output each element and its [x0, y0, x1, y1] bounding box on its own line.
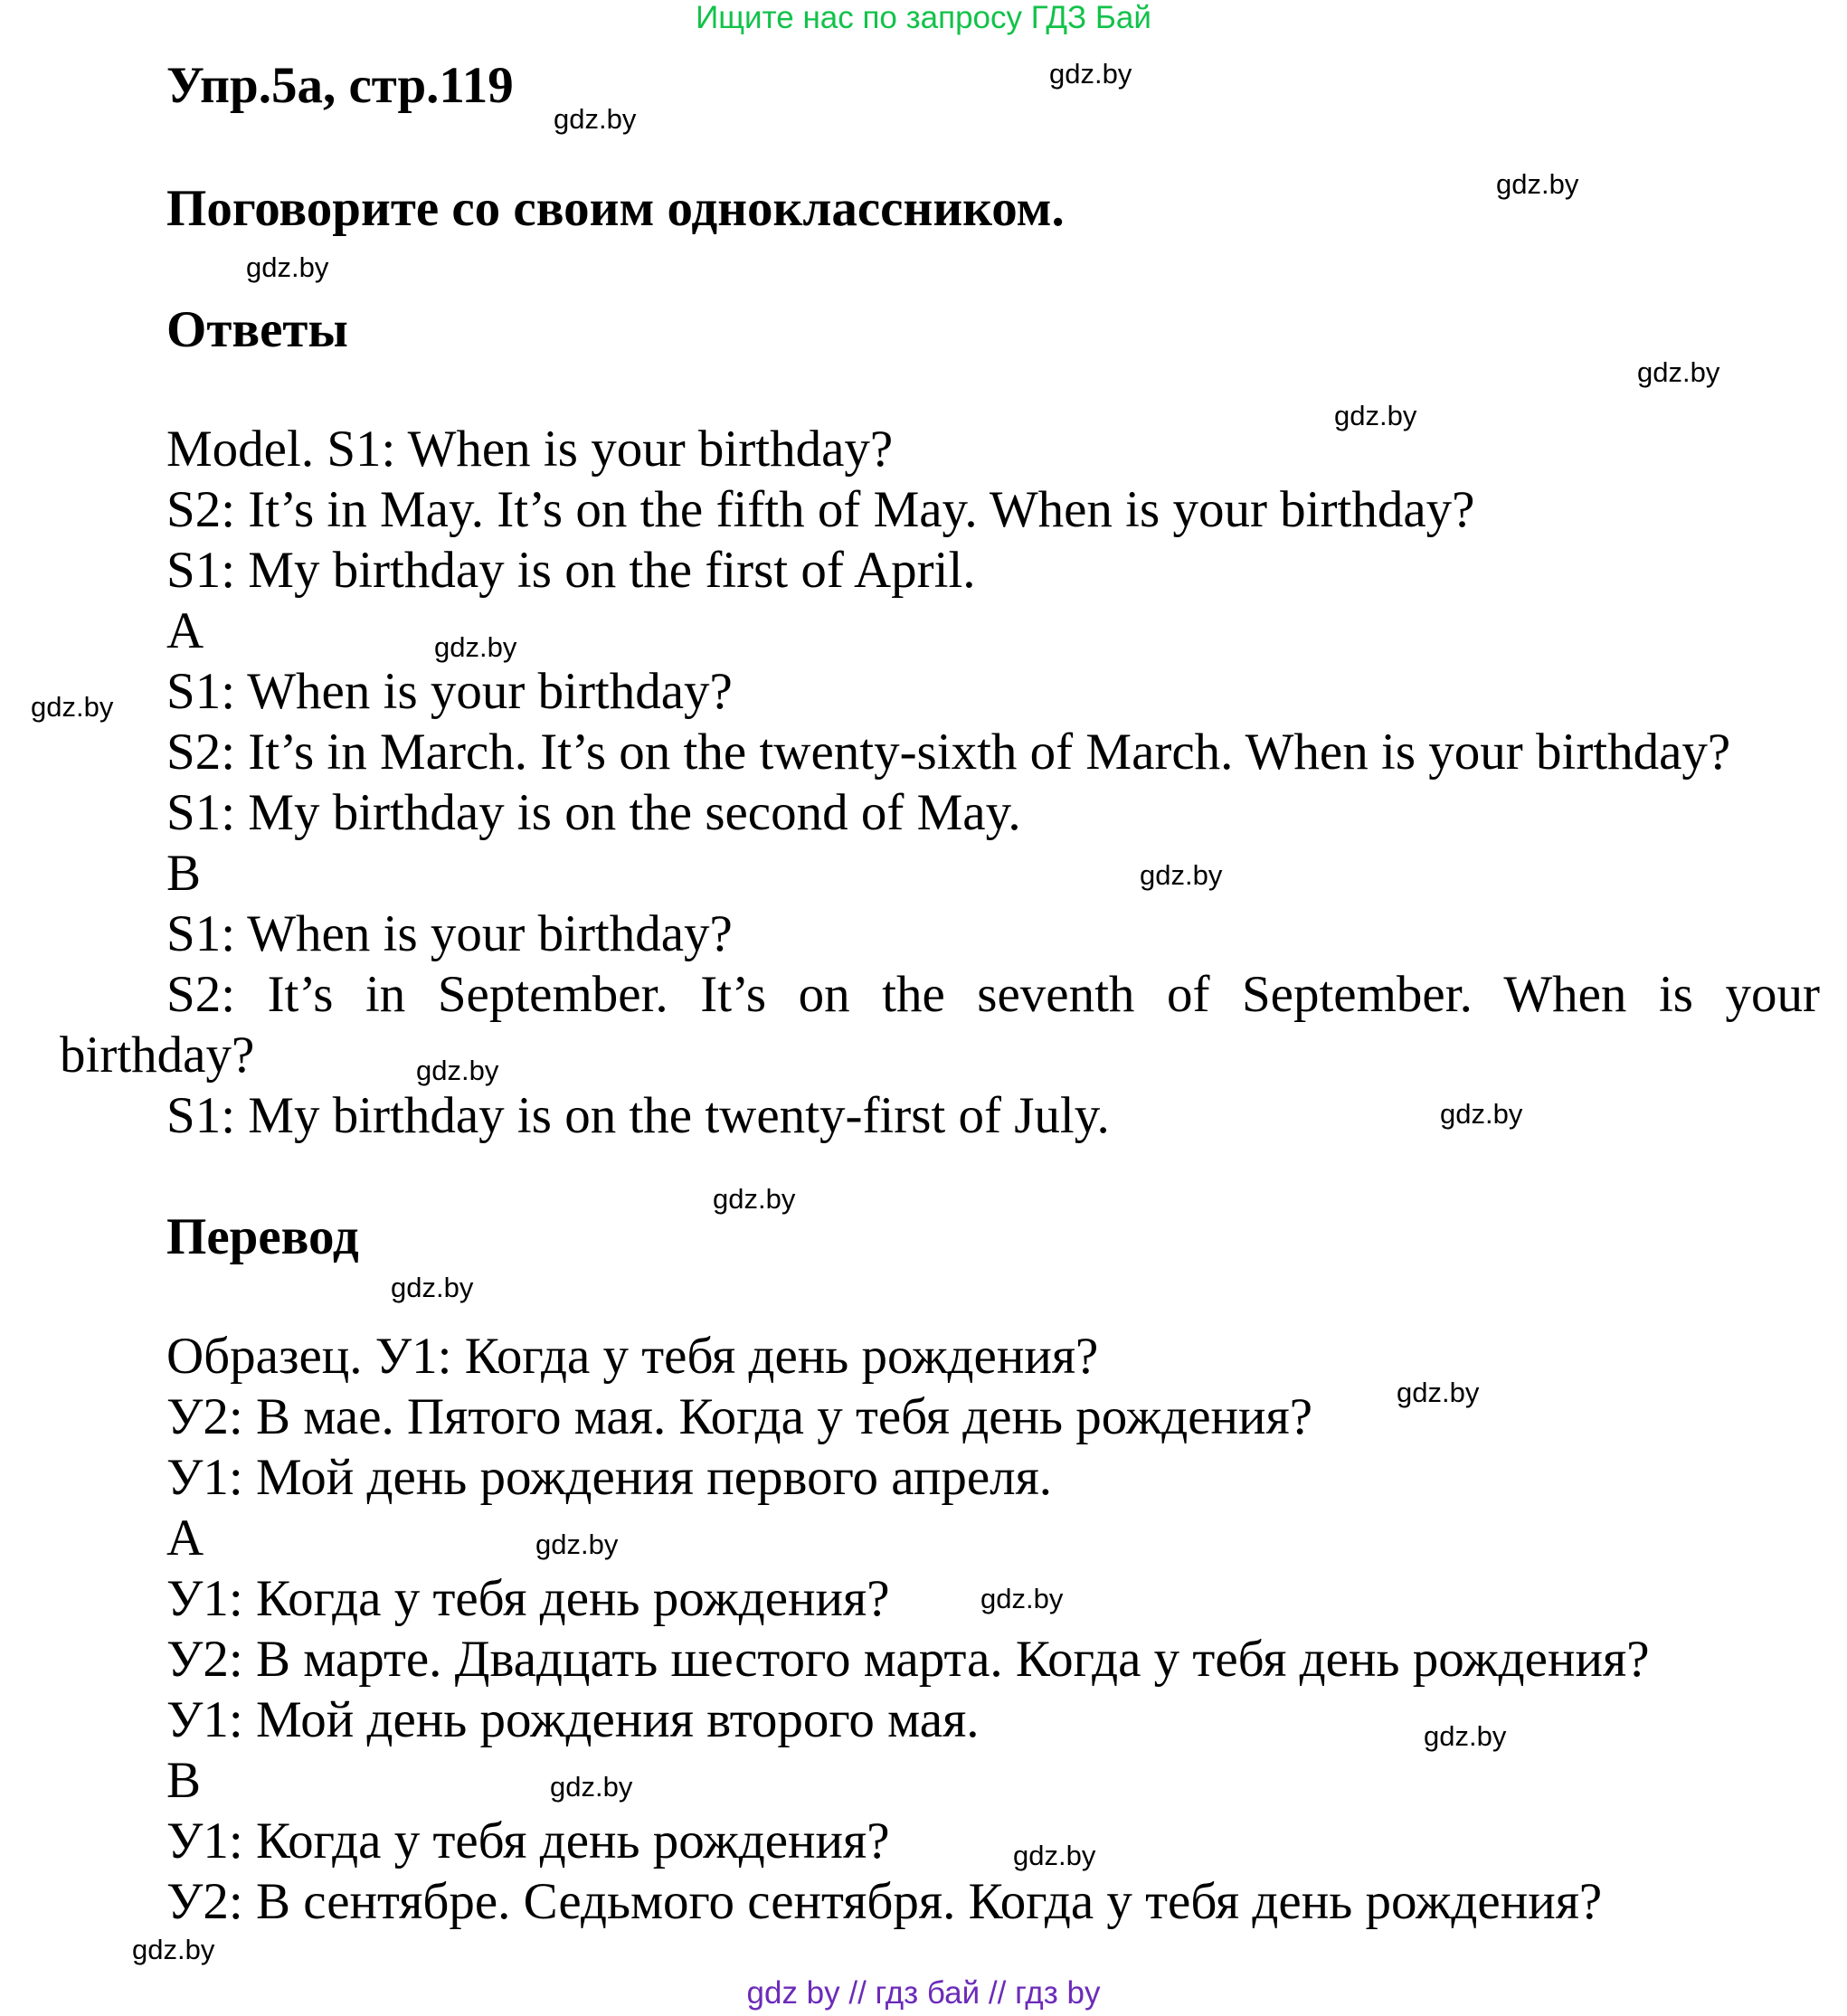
watermark: gdz.by: [1440, 1098, 1523, 1130]
top-banner: Ищите нас по запросу ГДЗ Бай: [696, 0, 1151, 35]
watermark: gdz.by: [132, 1934, 215, 1965]
answer-line: S1: When is your birthday?: [166, 663, 733, 720]
watermark: gdz.by: [1334, 400, 1417, 431]
watermark: gdz.by: [1496, 168, 1579, 200]
footer-links: gdz by // гдз бай // гдз by: [746, 1975, 1101, 2011]
translation-line: B: [166, 1752, 202, 1809]
translation-line: У2: В сентябре. Седьмого сентября. Когда у тебя день рождения?: [166, 1873, 1603, 1930]
answer-line: A: [166, 602, 204, 659]
watermark: gdz.by: [713, 1183, 796, 1215]
watermark: gdz.by: [434, 631, 517, 663]
watermark: gdz.by: [416, 1055, 499, 1086]
answer-line: S1: My birthday is on the first of April.: [166, 542, 976, 599]
translation-line: У1: Когда у тебя день рождения?: [166, 1813, 890, 1869]
answer-line: S2: It’s in March. It’s on the twenty-sixth of March. When is your birthday?: [166, 724, 1731, 781]
translation-line: У2: В мае. Пятого мая. Когда у тебя день рождения?: [166, 1388, 1313, 1445]
watermark: gdz.by: [1397, 1377, 1480, 1408]
watermark: gdz.by: [1013, 1840, 1096, 1871]
answers-heading: Ответы: [166, 301, 348, 358]
exercise-title: Упр.5а, стр.119: [166, 57, 514, 114]
watermark: gdz.by: [31, 691, 114, 723]
watermark: gdz.by: [1637, 356, 1720, 388]
answer-line: S1: My birthday is on the twenty-first of July.: [166, 1087, 1110, 1144]
translation-line: Образец. У1: Когда у тебя день рождения?: [166, 1328, 1099, 1385]
watermark: gdz.by: [391, 1272, 474, 1303]
watermark: gdz.by: [980, 1583, 1064, 1614]
translation-line: У1: Когда у тебя день рождения?: [166, 1570, 890, 1627]
answer-line: S1: When is your birthday?: [166, 905, 733, 962]
watermark: gdz.by: [535, 1529, 619, 1560]
watermark: gdz.by: [1049, 58, 1132, 90]
translation-line: A: [166, 1510, 204, 1566]
translation-line: У1: Мой день рождения первого апреля.: [166, 1449, 1053, 1506]
watermark: gdz.by: [1424, 1720, 1507, 1752]
watermark: gdz.by: [246, 251, 329, 283]
task-instruction: Поговорите со своим одноклассником.: [166, 180, 1065, 237]
watermark: gdz.by: [554, 103, 637, 135]
watermark: gdz.by: [1140, 859, 1223, 891]
watermark: gdz.by: [550, 1771, 633, 1803]
answer-line: Model. S1: When is your birthday?: [166, 421, 894, 478]
answer-line: S2: It’s in May. It’s on the fifth of May. When is your birthday?: [166, 481, 1475, 538]
translation-heading: Перевод: [166, 1208, 359, 1265]
answer-line-continuation: birthday?: [60, 1027, 255, 1084]
answer-line-justified: S2: It’s in September. It’s on the seventh of September. When is your: [166, 966, 1820, 1023]
translation-line: У2: В марте. Двадцать шестого марта. Когда у тебя день рождения?: [166, 1631, 1650, 1688]
answer-line: B: [166, 845, 202, 902]
answer-line: S1: My birthday is on the second of May.: [166, 784, 1021, 841]
translation-line: У1: Мой день рождения второго мая.: [166, 1691, 980, 1748]
